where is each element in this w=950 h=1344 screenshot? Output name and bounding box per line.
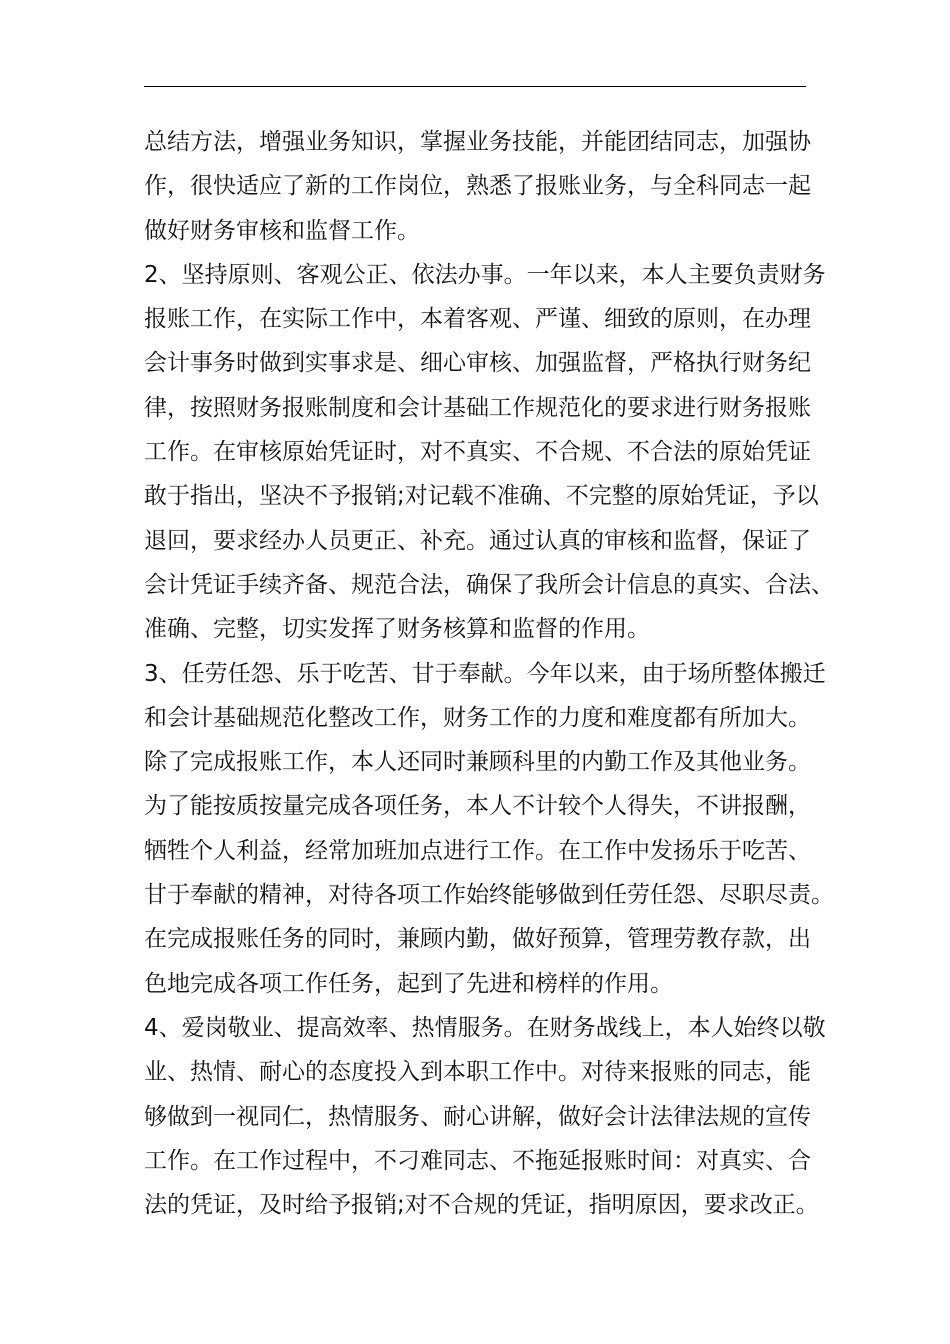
text-line: 业、热情、耐心的态度投入到本职工作中。对待来报账的同志，能: [144, 1059, 811, 1086]
text-line: 在完成报账任务的同时，兼顾内勤，做好预算，管理劳教存款，出: [144, 926, 811, 953]
text-line: 会计凭证手续齐备、规范合法，确保了我所会计信息的真实、合法、: [144, 571, 834, 598]
text-line: 敢于指出，坚决不予报销;对记载不准确、不完整的原始凭证，予以: [144, 483, 819, 510]
text-line: 做好财务审核和监督工作。: [144, 217, 420, 244]
text-line: 会计事务时做到实事求是、细心审核、加强监督，严格执行财务纪: [144, 350, 811, 377]
text-line: 够做到一视同仁，热情服务、耐心讲解，做好会计法律法规的宣传: [144, 1103, 811, 1130]
text-line: 总结方法，增强业务知识，掌握业务技能，并能团结同志，加强协: [144, 129, 811, 155]
header-rule: [144, 86, 806, 87]
text-line: 甘于奉献的精神，对待各项工作始终能够做到任劳任怨、尽职尽责。: [144, 882, 834, 909]
text-line: 4、爱岗敬业、提高效率、热情服务。在财务战线上，本人始终以敬: [144, 1014, 826, 1041]
text-line: 报账工作，在实际工作中，本着客观、严谨、细致的原则，在办理: [144, 306, 811, 333]
text-line: 法的凭证，及时给予报销;对不合规的凭证，指明原因，要求改正。: [144, 1192, 819, 1219]
text-line: 退回，要求经办人员更正、补充。通过认真的审核和监督，保证了: [144, 527, 811, 554]
text-line: 工作。在工作过程中，不刁难同志、不拖延报账时间：对真实、合: [144, 1147, 811, 1174]
text-line: 色地完成各项工作任务，起到了先进和榜样的作用。: [144, 970, 673, 997]
text-line: 3、任劳任怨、乐于吃苦、甘于奉献。今年以来，由于场所整体搬迁: [144, 660, 826, 687]
text-line: 律，按照财务报账制度和会计基础工作规范化的要求进行财务报账: [144, 394, 811, 421]
text-line: 为了能按质按量完成各项任务，本人不计较个人得失，不讲报酬，: [144, 793, 811, 820]
text-line: 和会计基础规范化整改工作，财务工作的力度和难度都有所加大。: [144, 704, 811, 731]
text-line: 牺牲个人利益，经常加班加点进行工作。在工作中发扬乐于吃苦、: [144, 837, 811, 864]
text-line: 2、坚持原则、客观公正、依法办事。一年以来，本人主要负责财务: [144, 261, 826, 288]
text-line: 工作。在审核原始凭证时，对不真实、不合规、不合法的原始凭证: [144, 439, 811, 466]
text-line: 作，很快适应了新的工作岗位，熟悉了报账业务，与全科同志一起: [144, 173, 811, 200]
text-line: 除了完成报账工作，本人还同时兼顾科里的内勤工作及其他业务。: [144, 749, 811, 776]
text-line: 准确、完整，切实发挥了财务核算和监督的作用。: [144, 616, 650, 643]
body-text: [144, 120, 834, 1227]
